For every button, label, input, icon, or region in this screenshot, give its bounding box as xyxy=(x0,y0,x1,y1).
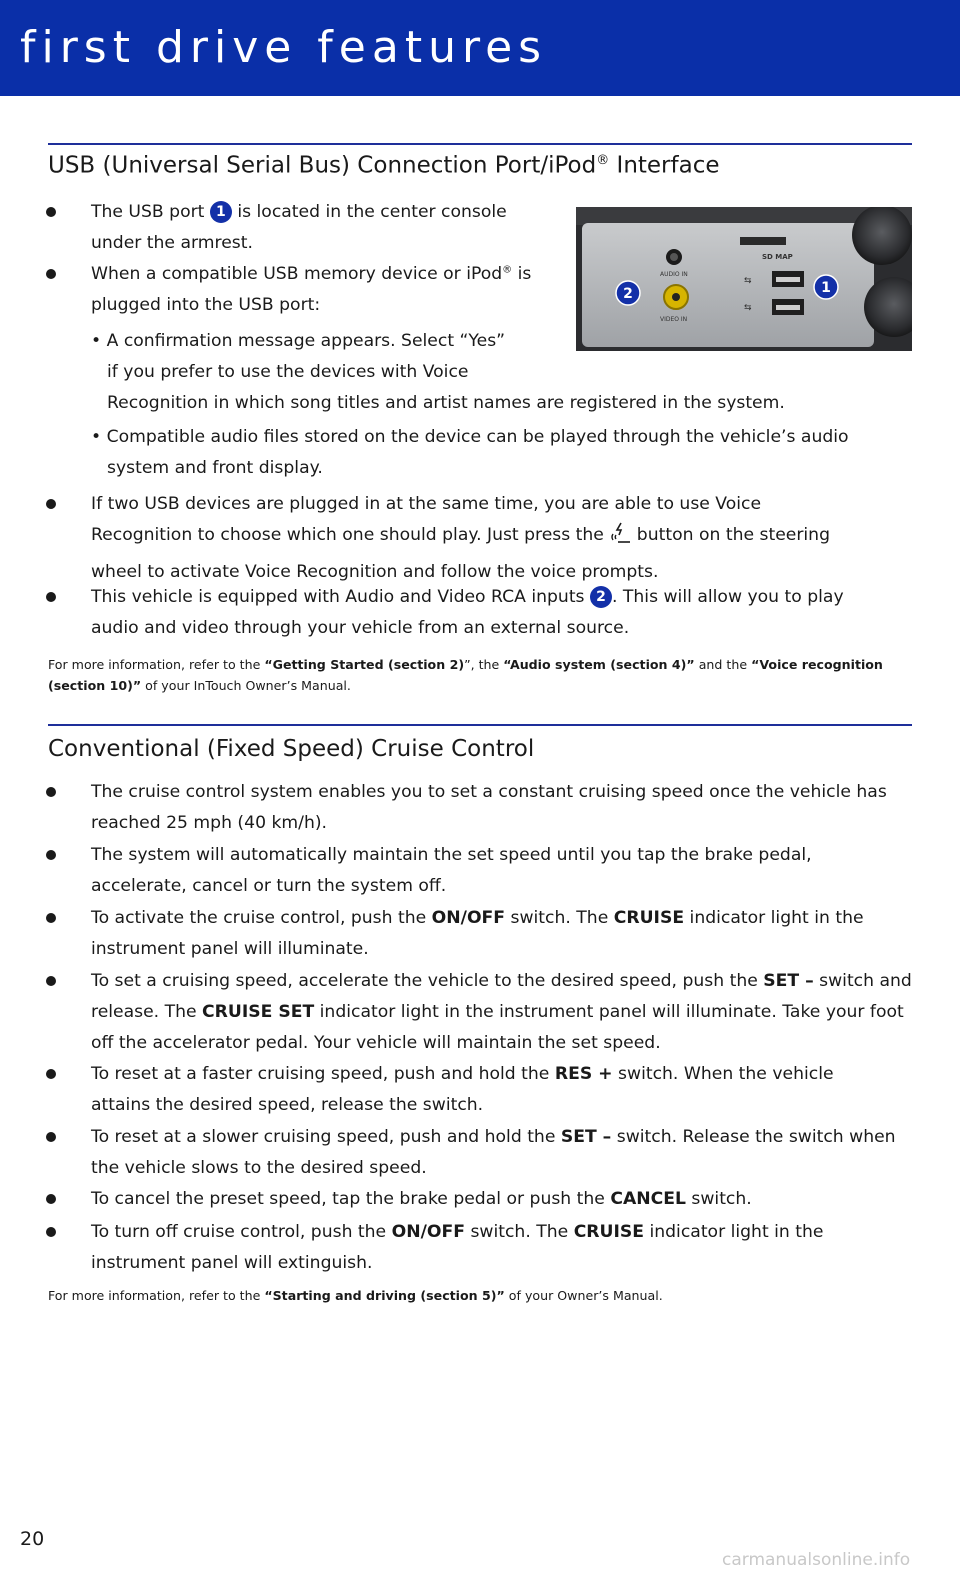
callout-badge-1: 1 xyxy=(210,201,232,223)
usb-subpoint-confirmation: • A confirmation message appears. Select “Yes” if you prefer to use the devices with Voice Recognition in which song titles and artist names are registered in the system. xyxy=(91,331,785,413)
cruise-bullet-cancel: To cancel the preset speed, tap the brake pedal or push the CANCEL switch. xyxy=(91,1189,752,1209)
section-divider xyxy=(48,724,912,726)
photo-callout-2: 2 xyxy=(623,286,633,302)
audio-in-label: AUDIO IN xyxy=(660,271,688,278)
watermark-logo xyxy=(722,1548,942,1574)
cruise-bullet-overview: The cruise control system enables you to set a constant cruising speed once the vehicle has reached 25 mph (40 km/h). xyxy=(91,782,887,833)
bullet xyxy=(46,499,56,509)
bullet xyxy=(46,1132,56,1142)
cruise-bullet-turn-off: To turn off cruise control, push the ON/OFF switch. The CRUISE indicator light in the instrument panel will extinguish. xyxy=(91,1222,824,1273)
page-number: 20 xyxy=(20,1528,45,1550)
bullet xyxy=(46,976,56,986)
video-in-label: VIDEO IN xyxy=(660,316,688,323)
usb-subpoint-audio-files: • Compatible audio files stored on the device can be played through the vehicle’s audio system and front display. xyxy=(91,427,849,478)
bullet xyxy=(46,850,56,860)
bullet xyxy=(46,1069,56,1079)
usb-bullet-rca-inputs: This vehicle is equipped with Audio and Video RCA inputs 2 . This will allow you to play audio and video through your vehicle from an external source. xyxy=(91,587,844,638)
svg-text:carmanualsonline.info: carmanualsonline.info xyxy=(722,1550,911,1570)
svg-text:⇆: ⇆ xyxy=(744,303,752,313)
bullet xyxy=(46,207,56,217)
cruise-bullet-reset-slower: To reset at a slower cruising speed, push and hold the SET – switch. Release the switch when the vehicle slows to the desired speed. xyxy=(91,1127,896,1178)
cruise-section-title: Conventional (Fixed Speed) Cruise Control xyxy=(48,736,535,762)
usb-bullet-two-devices: If two USB devices are plugged in at the same time, you are able to use Voice Recognition to choose which one should play. Just press the button on the steering wheel to activate Voice Recognition and follow the voice prompts. xyxy=(91,494,830,582)
section-divider xyxy=(48,143,912,145)
bullet xyxy=(46,787,56,797)
voice-recognition-icon xyxy=(609,522,631,557)
usb-bullet-compatible: When a compatible USB memory device or iPod® is plugged into the USB port: xyxy=(91,264,532,315)
usb-bullet-location: The USB port 1 is located in the center console under the armrest. xyxy=(91,202,507,253)
bullet xyxy=(46,592,56,602)
sd-map-label: SD MAP xyxy=(762,253,793,261)
usb-port-photo xyxy=(576,207,912,351)
cruise-bullet-maintain: The system will automatically maintain the set speed until you tap the brake pedal, accelerate, cancel or turn the system off. xyxy=(91,845,812,896)
cruise-more-info-note: For more information, refer to the “Starting and driving (section 5)” of your Owner’s Manual. xyxy=(48,1288,663,1303)
cruise-bullet-reset-faster: To reset at a faster cruising speed, push and hold the RES + switch. When the vehicle attains the desired speed, release the switch. xyxy=(91,1064,834,1115)
callout-badge-2: 2 xyxy=(590,586,612,608)
bullet xyxy=(46,913,56,923)
cruise-bullet-set-speed: To set a cruising speed, accelerate the vehicle to the desired speed, push the SET – switch and release. The CRUISE SET indicator light in the instrument panel will illuminate. Take your foot off the accelerator pedal. Your vehicle will maintain the set speed. xyxy=(91,971,912,1053)
page-header xyxy=(0,0,960,96)
cruise-bullet-activate: To activate the cruise control, push the ON/OFF switch. The CRUISE indicator light in the instrument panel will illuminate. xyxy=(91,908,864,959)
usb-section-title: USB (Universal Serial Bus) Connection Port/iPod® Interface xyxy=(48,152,720,179)
usb-more-info-note: For more information, refer to the “Getting Started (section 2)”, the “Audio system (section 4)” and the “Voice recognition (section 10)” of your InTouch Owner’s Manual. xyxy=(48,657,883,693)
svg-text:⇆: ⇆ xyxy=(744,276,752,286)
bullet xyxy=(46,1194,56,1204)
bullet xyxy=(46,1227,56,1237)
page-title: first drive features xyxy=(20,22,548,73)
photo-callout-1: 1 xyxy=(821,280,831,296)
bullet xyxy=(46,269,56,279)
